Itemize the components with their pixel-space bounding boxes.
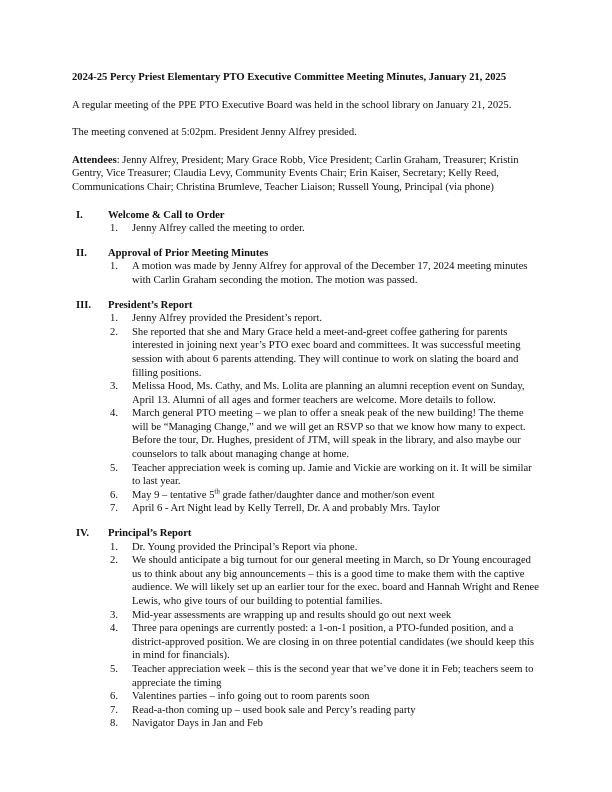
section-title: Welcome & Call to Order — [108, 209, 225, 221]
list-item-text: March general PTO meeting – we plan to offer a sneak peak of the new building! The theme will be “Managing Change,” and we will get an RSVP so that we know how many to expect. Before the tour, Dr. Hughes, president of JTM, will speak in the library, and also maybe our counselors to talk about managing change at home. — [132, 408, 526, 461]
list-item-text: A motion was made by Jenny Alfrey for approval of the December 17, 2024 meeting minutes with Carlin Graham seconding the motion. The motion was passed. — [132, 261, 528, 286]
list-item-text: Teacher appreciation week – this is the second year that we’ve done it in Feb; teachers seem to appreciate the timing — [132, 663, 534, 689]
section-heading — [72, 299, 542, 313]
section-number: IV. — [76, 528, 90, 540]
list-item — [108, 690, 542, 704]
list-item-number: 7. — [110, 704, 118, 716]
list-item-number: 3. — [110, 381, 118, 393]
list-item-number: 3. — [110, 609, 118, 621]
list-item-text: April 6 - Art Night lead by Kelly Terrell, Dr. A and probably Mrs. Taylor — [132, 503, 440, 515]
section-number: I. — [76, 209, 83, 221]
list-item — [108, 609, 542, 623]
list-item-text: She reported that she and Mary Grace held a meet-and-greet coffee gathering for parents interested in joining next year’s PTO exec board and committees. It was successful meeting session with about 6 parents attending. They will continue to work on slating the board and filling positions. — [132, 326, 521, 379]
list-item — [108, 326, 542, 380]
list-item — [108, 260, 542, 287]
section-heading — [72, 209, 542, 223]
list-item-number: 1. — [110, 261, 118, 273]
minutes-content — [72, 71, 542, 742]
list-item-text-part: May 9 – tentative 5 — [132, 489, 215, 501]
intro-paragraph: A regular meeting of the PPE PTO Executive Board was held in the school library on January 21, 2025. — [72, 99, 512, 111]
section-item-list — [72, 312, 542, 516]
list-item — [108, 312, 542, 326]
list-item-number: 7. — [110, 503, 118, 515]
list-item-text: Navigator Days in Jan and Feb — [132, 718, 263, 730]
list-item — [108, 717, 542, 731]
section-item-list — [72, 260, 542, 287]
list-item — [108, 502, 542, 516]
list-item-text-part: grade father/daughter dance and mother/son event — [219, 489, 435, 501]
list-item-number: 8. — [110, 718, 118, 730]
list-item-number: 2. — [110, 326, 118, 338]
section-heading — [72, 527, 542, 541]
list-item-number: 6. — [110, 691, 118, 703]
list-item-text: Jenny Alfrey called the meeting to order. — [132, 223, 305, 235]
section — [72, 209, 542, 236]
list-item-number: 1. — [110, 541, 118, 553]
sections-container — [72, 209, 542, 731]
list-item — [108, 407, 542, 461]
list-item-number: 5. — [110, 462, 118, 474]
list-item-text — [132, 489, 542, 503]
list-item-number: 2. — [110, 555, 118, 567]
list-item-text: Melissa Hood, Ms. Cathy, and Ms. Lolita are planning an alumni reception event on Sunday, April 13. Alumni of all ages and former teachers are welcome. More details to follow. — [132, 381, 525, 406]
list-item-text: Three para openings are currently posted: a 1-on-1 position, a PTO-funded position, and a district-approved position. We are closing in on three potential candidates (we should keep this in mind for financials). — [132, 623, 534, 662]
convened-paragraph: The meeting convened at 5:02pm. President Jenny Alfrey presided. — [72, 127, 357, 139]
list-item-number: 4. — [110, 623, 118, 635]
section-item-list — [72, 541, 542, 731]
section-title: Approval of Prior Meeting Minutes — [108, 247, 269, 259]
document-title: 2024-25 Percy Priest Elementary PTO Executive Committee Meeting Minutes, January 21, 2025 — [72, 72, 507, 83]
list-item-number: 1. — [110, 313, 118, 325]
list-item-text: Valentines parties – info going out to room parents soon — [132, 691, 370, 703]
section-number: III. — [76, 299, 92, 311]
section-heading — [72, 247, 542, 261]
list-item-text: We should anticipate a big turnout for our general meeting in March, so Dr Young encouraged us to think about any big announcements – this is a good time to make them with the captive audience. We will likely set up an earlier tour for the exec. board and Hannah Wright and Renee Lewis, who give tours of our building to potential families. — [132, 555, 539, 607]
section-title: President’s Report — [108, 299, 193, 311]
section-item-list — [72, 222, 542, 236]
section-number: II. — [76, 247, 87, 259]
list-item — [108, 704, 542, 718]
list-item-number: 1. — [110, 223, 118, 235]
list-item — [108, 462, 542, 489]
list-item — [108, 663, 542, 690]
list-item-number: 4. — [110, 408, 118, 420]
list-item-text: Read-a-thon coming up – used book sale and Percy’s reading party — [132, 704, 416, 716]
attendees-label: Attendees — [72, 154, 117, 166]
attendees-list: : Jenny Alfrey, President; Mary Grace Robb, Vice President; Carlin Graham, Treasurer; Kristin Gentry, Vice Treasurer; Claudia Levy, Community Events Chair; Erin Kaiser, Secretary; Kelly Reed, Communications Chair; Christina Brumleve, Teacher Liaison; Russell Young, Principal (via phone) — [72, 154, 519, 193]
section — [72, 247, 542, 288]
list-item-text: Jenny Alfrey provided the President’s report. — [132, 313, 323, 325]
list-item — [108, 222, 542, 236]
attendees-paragraph — [72, 154, 542, 195]
list-item-number: 6. — [110, 489, 118, 501]
list-item — [108, 380, 542, 407]
section — [72, 527, 542, 731]
list-item-text: Mid-year assessments are wrapping up and results should go out next week — [132, 609, 452, 621]
ordinal-superscript: th — [214, 487, 220, 496]
section — [72, 299, 542, 517]
list-item — [108, 622, 542, 663]
section-title: Principal’s Report — [108, 528, 192, 540]
list-item — [108, 554, 542, 608]
list-item — [108, 541, 542, 555]
list-item — [108, 489, 542, 503]
list-item-text: Teacher appreciation week is coming up. Jamie and Vickie are working on it. It will be similar to last year. — [132, 462, 532, 488]
list-item-text: Dr. Young provided the Principal’s Report via phone. — [132, 541, 358, 553]
list-item-number: 5. — [110, 663, 118, 675]
